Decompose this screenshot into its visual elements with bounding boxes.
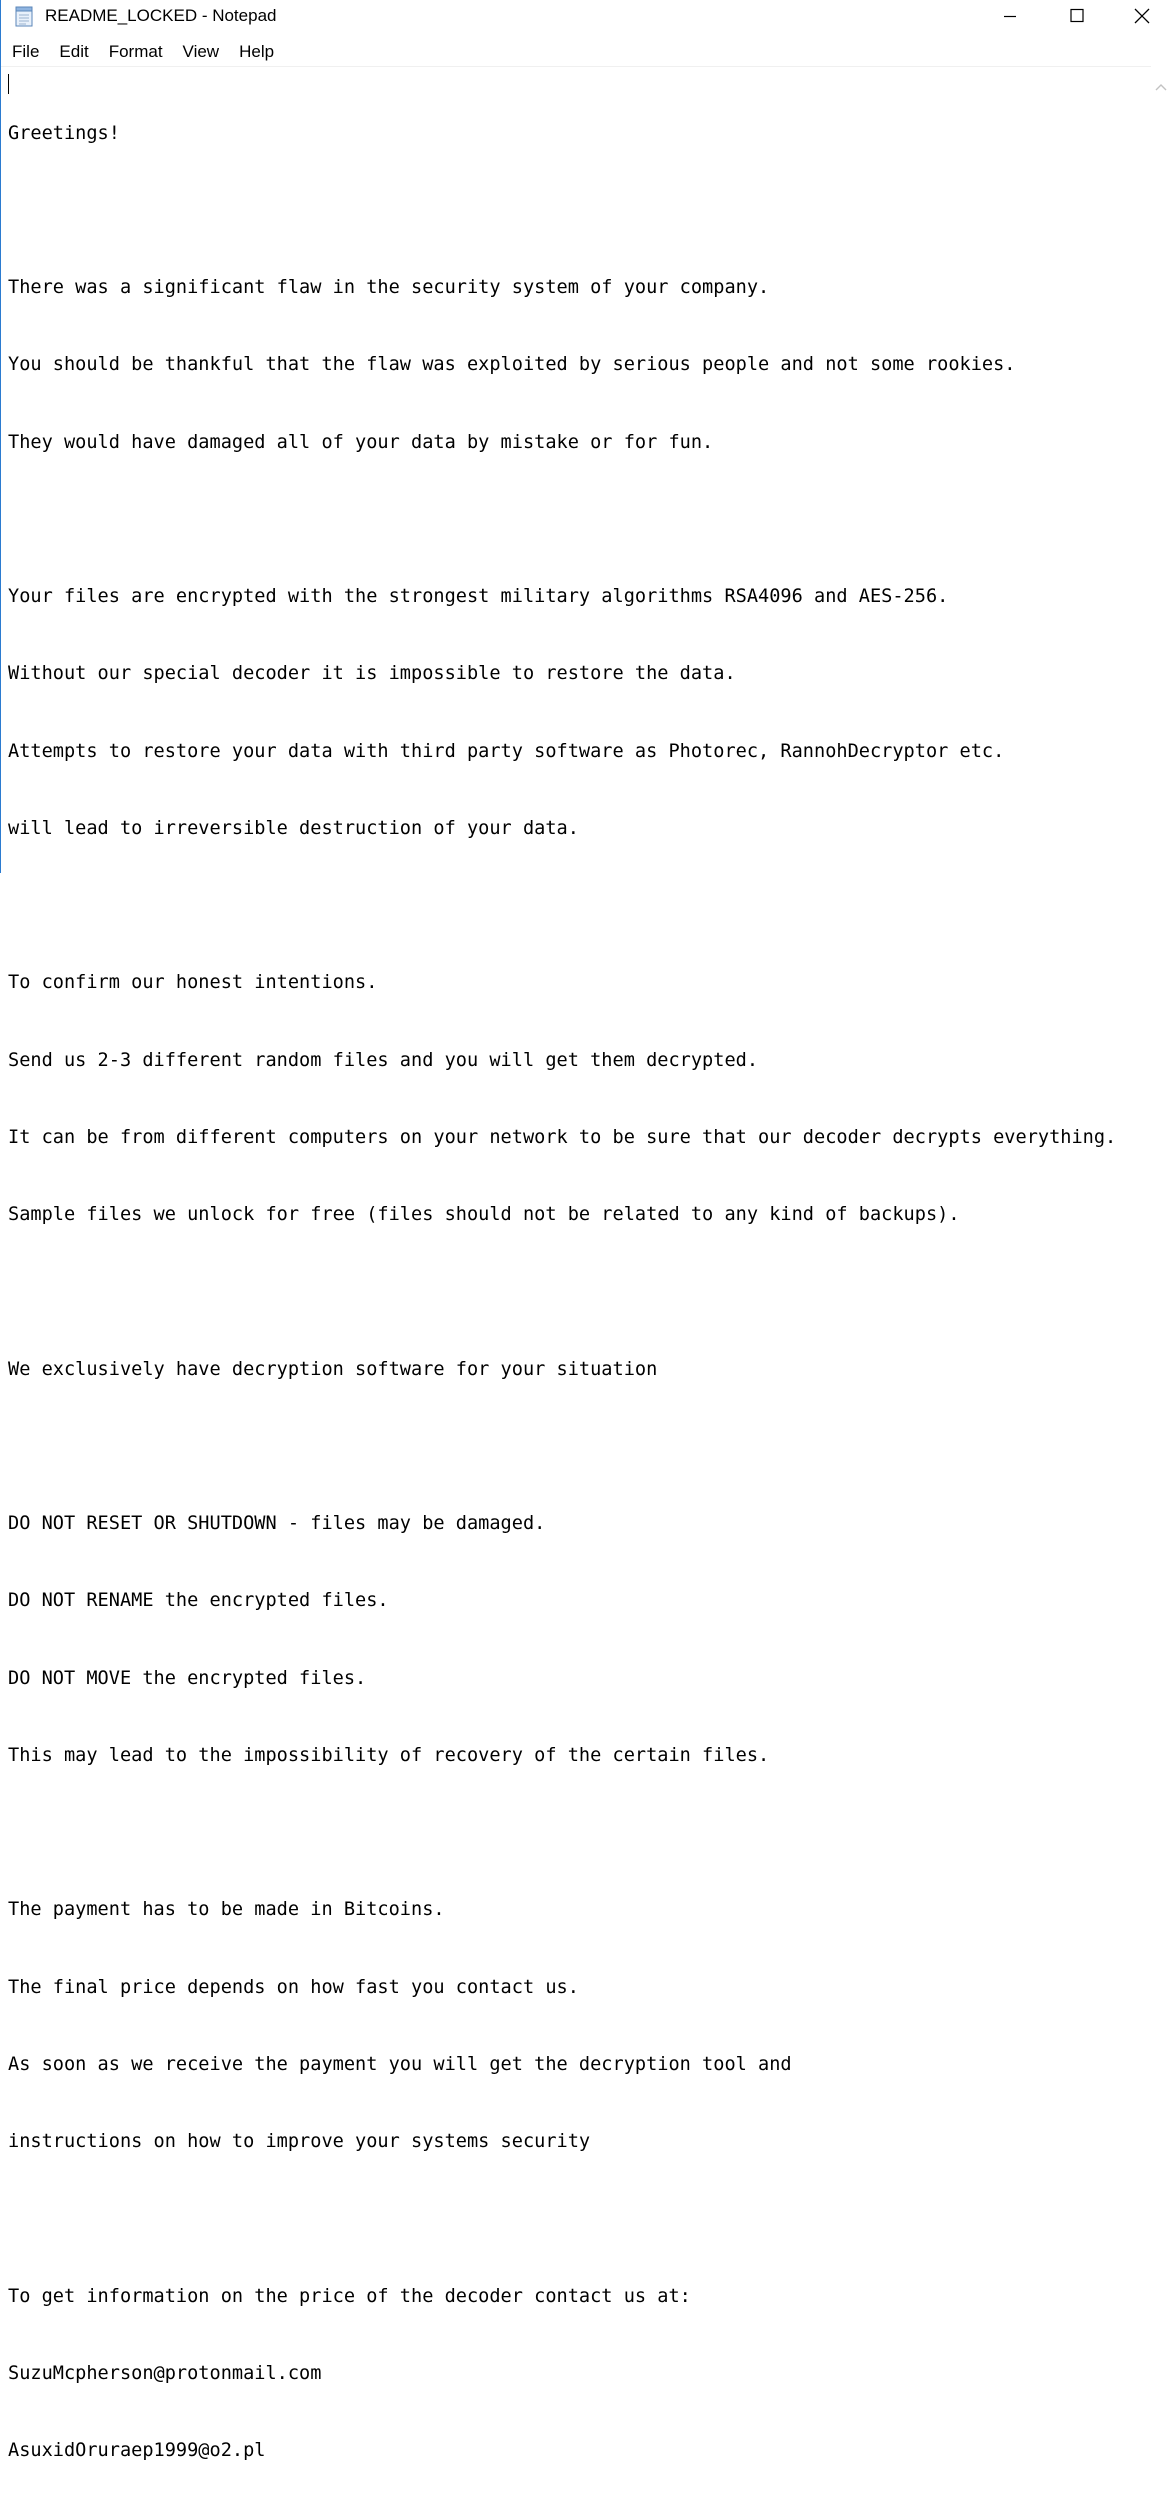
maximize-button[interactable]: [1044, 0, 1108, 32]
text-line: DO NOT RESET OR SHUTDOWN - files may be damaged.: [8, 1513, 546, 1534]
text-line: SuzuMcpherson@protonmail.com: [8, 2362, 322, 2384]
text-caret: [8, 74, 9, 94]
text-line: DO NOT RENAME the encrypted files.: [8, 1590, 389, 1612]
minimize-button[interactable]: [978, 0, 1042, 32]
text-line: The payment has to be made in Bitcoins.: [8, 1899, 445, 1921]
text-line: [8, 893, 1116, 919]
text-line: [8, 1820, 1116, 1846]
text-line: Your files are encrypted with the strongest military algorithms RSA4096 and AES-256.: [8, 586, 949, 607]
menu-file[interactable]: File: [12, 42, 40, 61]
text-line: As soon as we receive the payment you will get the decryption tool and: [8, 2053, 792, 2075]
text-line: [8, 1279, 1116, 1305]
title-bar[interactable]: [1, 0, 1170, 34]
text-line: It can be from different computers on your network to be sure that our decoder decrypts everything.: [8, 1126, 1117, 1148]
text-line: The final price depends on how fast you contact us.: [8, 1976, 579, 1998]
menu-bar: [1, 38, 1170, 66]
menu-format[interactable]: Format: [108, 42, 163, 61]
text-editor-area[interactable]: [1, 66, 1151, 2461]
scroll-up-arrow-icon[interactable]: [1155, 76, 1167, 84]
text-line: You should be thankful that the flaw was exploited by serious people and not some rookies.: [8, 354, 1016, 376]
text-line: Without our special decoder it is impossible to restore the data.: [8, 663, 736, 685]
text-line: To get information on the price of the decoder contact us at:: [8, 2285, 691, 2307]
text-line: [8, 198, 1116, 224]
menu-help[interactable]: Help: [239, 42, 275, 61]
text-line: will lead to irreversible destruction of your data.: [8, 817, 579, 839]
text-line: Attempts to restore your data with third party software as Photorec, RannohDecryptor etc.: [8, 740, 1005, 762]
maximize-icon: [1044, 0, 1108, 32]
notepad-icon[interactable]: [15, 6, 33, 27]
text-line: They would have damaged all of your data by mistake or for fun.: [8, 431, 714, 453]
close-button[interactable]: [1109, 0, 1173, 32]
text-line: AsuxidOruraep1999@o2.pl: [8, 2440, 266, 2461]
text-line: [8, 1434, 1116, 1460]
text-line: We exclusively have decryption software for your situation: [8, 1358, 658, 1380]
text-line: Greetings!: [8, 122, 120, 144]
text-line: Send us 2-3 different random files and you will get them decrypted.: [8, 1049, 759, 1071]
text-line: To confirm our honest intentions.: [8, 972, 378, 994]
text-line: [8, 2206, 1116, 2232]
text-line: DO NOT MOVE the encrypted files.: [8, 1667, 367, 1689]
text-line: This may lead to the impossibility of recovery of the certain files.: [8, 1744, 770, 1766]
menu-edit[interactable]: Edit: [59, 42, 89, 61]
menu-view[interactable]: View: [182, 42, 220, 61]
text-line: Sample files we unlock for free (files should not be related to any kind of backups).: [8, 1204, 960, 1225]
minimize-icon: [978, 0, 1042, 32]
text-line: There was a significant flaw in the security system of your company.: [8, 277, 770, 298]
close-icon: [1109, 0, 1173, 32]
text-line: [8, 507, 1116, 533]
text-line: instructions on how to improve your systems security: [8, 2131, 591, 2152]
window-title: README_LOCKED - Notepad: [45, 6, 277, 25]
document-text: [8, 69, 1116, 2515]
vertical-scrollbar[interactable]: [1151, 66, 1171, 873]
